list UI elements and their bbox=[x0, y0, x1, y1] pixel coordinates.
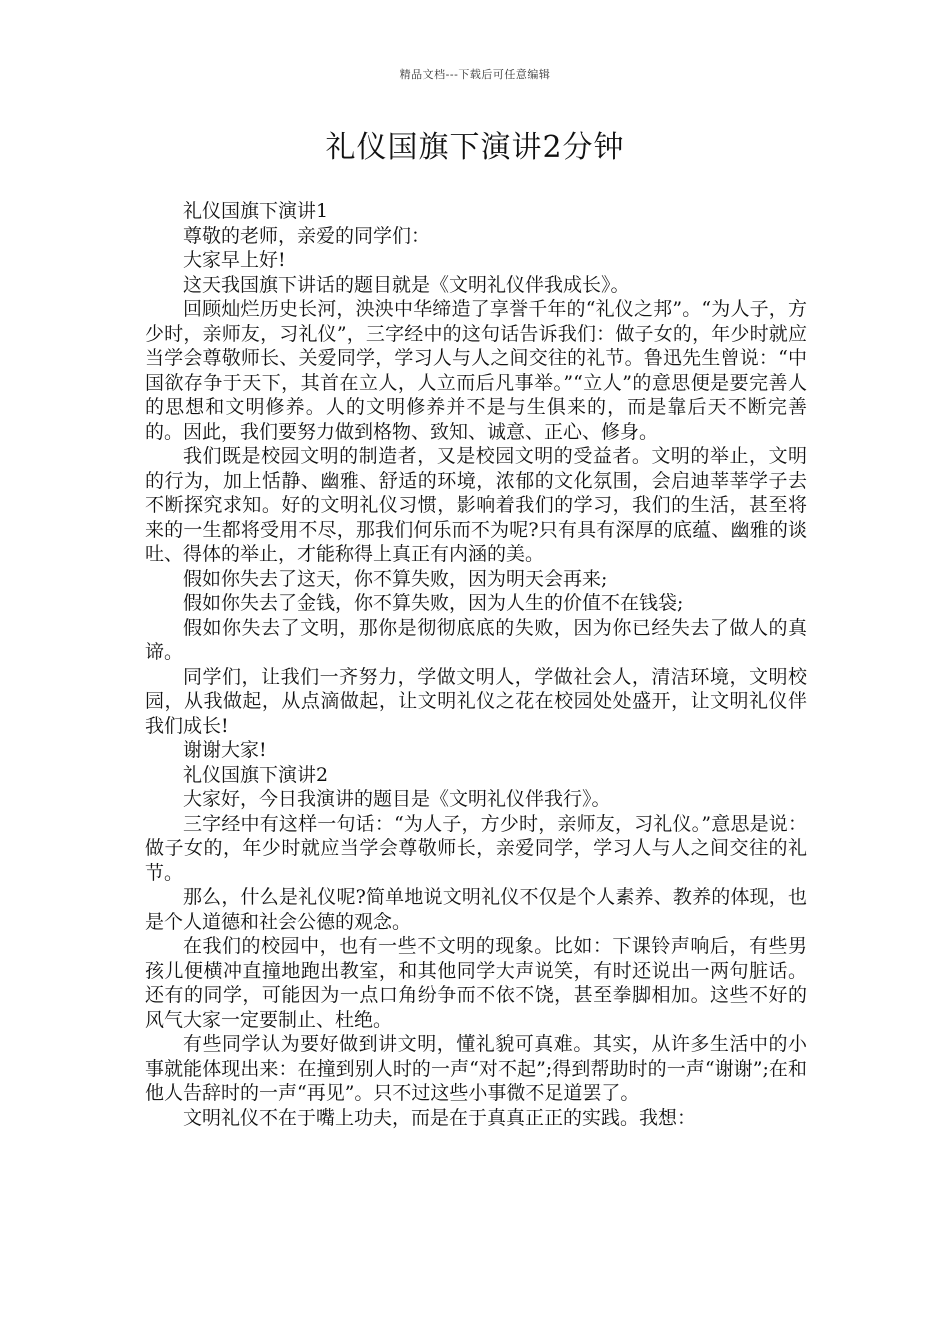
paragraph: 大家早上好! bbox=[183, 249, 286, 271]
paragraph: 那么，什么是礼仪呢?简单地说文明礼仪不仅是个人素养、教养的体现，也是个人道德和社会公德的观念。 bbox=[145, 886, 807, 933]
paragraph: 大家好，今日我演讲的题目是《文明礼仪伴我行》。 bbox=[183, 788, 611, 810]
paragraph: 有些同学认为要好做到讲文明，懂礼貌可真难。其实，从许多生活中的小事就能体现出来：在撞到别人时的一声“对不起”;得到帮助时的一声“谢谢”;在和他人告辞时的一声“再见”。只不过这些小事微不足道罢了。 bbox=[145, 1033, 807, 1104]
paragraph: 假如你失去了这天，你不算失败，因为明天会再来; bbox=[183, 567, 608, 590]
paragraph: 回顾灿烂历史长河，泱泱中华缔造了享誉千年的“礼仪之邦”。“为人子，方少时，亲师友，习礼仪”，三字经中的这句话告诉我们：做子女的，年少时就应当学会尊敬师长、关爱同学，学习人与人之间交往的礼节。鲁迅先生曾说：“中国欲存争于天下，其首在立人，人立而后凡事举。”“立人”的意思便是要完善人的思想和文明修养。人的文明修养并不是与生俱来的，而是靠后天不断完善的。因此，我们要努力做到格物、致知、诚意、正心、修身。 bbox=[145, 298, 807, 443]
paragraph: 这天我国旗下讲话的题目就是《文明礼仪伴我成长》。 bbox=[183, 273, 630, 296]
paragraph: 假如你失去了金钱，你不算失败，因为人生的价值不在钱袋; bbox=[183, 592, 684, 614]
header-note: 精品文档---下载后可任意编辑 bbox=[399, 68, 551, 81]
document-title: 礼仪国旗下演讲2分钟 bbox=[325, 130, 625, 165]
paragraph: 我们既是校园文明的制造者，又是校园文明的受益者。文明的举止，文明的行为，加上恬静、幽雅、舒适的环境，浓郁的文化氛围，会启迪莘莘学子去不断探究求知。好的文明礼仪习惯，影响着我们的学习，我们的生活，甚至将来的一生都将受用不尽，那我们何乐而不为呢?只有具有深厚的底蕴、幽雅的谈吐、得体的举止，才能称得上真正有内涵的美。 bbox=[145, 445, 807, 565]
document-body bbox=[145, 199, 807, 1130]
paragraph: 同学们，让我们一齐努力，学做文明人，学做社会人，清洁环境，文明校园，从我做起，从点滴做起，让文明礼仪之花在校园处处盛开，让文明礼仪伴我们成长! bbox=[145, 665, 807, 737]
paragraph: 假如你失去了文明，那你是彻彻底底的失败，因为你已经失去了做人的真谛。 bbox=[145, 616, 807, 663]
paragraph: 三字经中有这样一句话：“为人子，方少时，亲师友，习礼仪。”意思是说：做子女的，年少时就应当学会尊敬师长，亲爱同学，学习人与人之间交往的礼节。 bbox=[145, 812, 807, 884]
paragraph: 礼仪国旗下演讲2 bbox=[183, 763, 329, 786]
paragraph: 礼仪国旗下演讲1 bbox=[183, 200, 329, 222]
paragraph: 尊敬的老师，亲爱的同学们： bbox=[183, 224, 431, 247]
paragraph: 在我们的校园中，也有一些不文明的现象。比如：下课铃声响后，有些男孩儿便横冲直撞地跑出教室，和其他同学大声说笑，有时还说出一两句脏话。还有的同学，可能因为一点口角纷争而不依不饶，甚至拳脚相加。这些不好的风气大家一定要制止、杜绝。 bbox=[145, 935, 807, 1031]
paragraph: 谢谢大家! bbox=[183, 739, 267, 761]
paragraph: 文明礼仪不在于嘴上功夫，而是在于真真正正的实践。我想： bbox=[183, 1106, 697, 1129]
